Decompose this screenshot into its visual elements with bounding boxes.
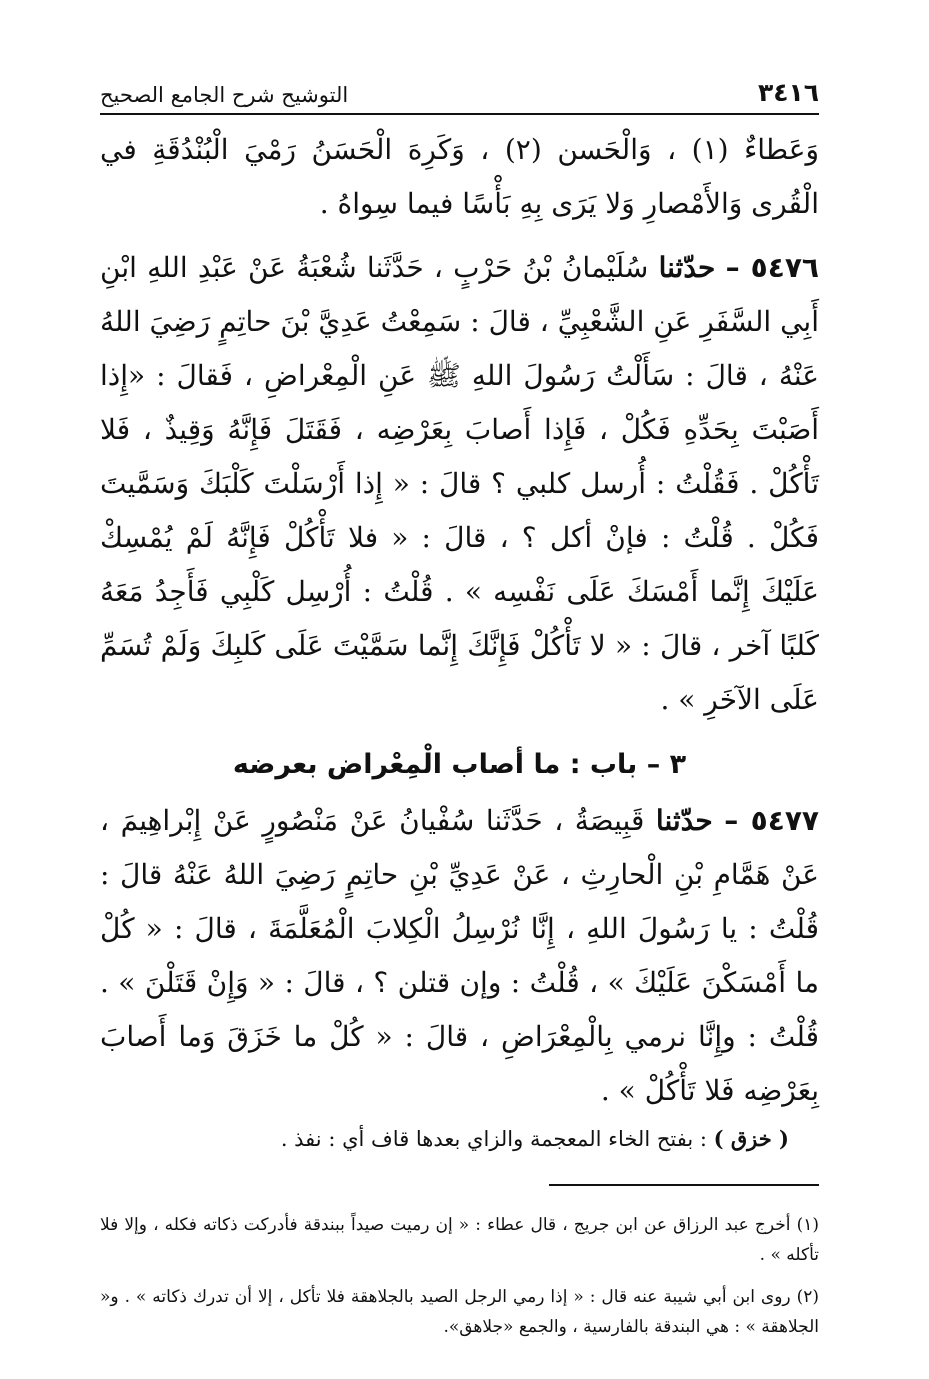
- gloss-note: [100, 1122, 789, 1156]
- hadith-lead-word: حدّثنا: [655, 804, 713, 837]
- page-body: [100, 123, 819, 1342]
- footnote-2: (٢) روى ابن أبي شيبة عنه قال : « إذا رمي الرجل الصيد بالجلاهقة فلا تأكل ، إلا أن تدرك ذكاته » . و« الجلاهقة » : هي البندقة بالفارسية ، والجمع «جلاهق».: [100, 1287, 819, 1337]
- page-number: ٣٤١٦: [757, 78, 819, 107]
- hadith-lead-word: حدّثنا: [658, 251, 716, 284]
- footnote-divider: [549, 1184, 819, 1186]
- footnotes: [100, 1210, 819, 1342]
- gloss-term: ( خزق ): [713, 1126, 789, 1151]
- hadith-5477: [100, 794, 819, 1118]
- page-header: [100, 78, 819, 115]
- hadith-number: ٥٤٧٦ –: [725, 251, 820, 284]
- running-title: التوشيح شرح الجامع الصحيح: [100, 83, 349, 107]
- gloss-text: : بفتح الخاء المعجمة والزاي بعدها قاف أي : نفذ .: [280, 1127, 707, 1151]
- hadith-5476: [100, 241, 819, 727]
- hadith-text: سُلَيْمانُ بْنُ حَرْبٍ ، حَدَّثَنا شُعْبَةُ عَنْ عَبْدِ اللهِ ابْنِ أَبِي السَّفَرِ عَنِ الشَّعْبِيِّ ، قالَ : سَمِعْتُ عَدِيَّ بْنَ حاتِمٍ رَضِيَ اللهُ عَنْهُ ، قالَ : سَأَلْتُ رَسُولَ اللهِ ﷺ عَنِ الْمِعْراضِ ، فَقالَ : «إِذا أَصَبْتَ بِحَدِّهِ فَكُلْ ، فَإِذا أَصابَ بِعَرْضِه ، فَقَتَلَ فَإِنَّهُ وَقِيذٌ ، فَلا تَأْكُلْ . فَقُلْتُ : أُرسل كلبي ؟ قالَ : « إِذا أَرْسَلْتَ كَلْبَكَ وَسَمَّيتَ فَكُلْ . قُلْتُ : فإنْ أكل ؟ ، قالَ : « فلا تَأْكُلْ فَإِنَّهُ لَمْ يُمْسِكْ عَلَيْكَ إِنَّما أَمْسَكَ عَلَى نَفْسِه » . قُلْتُ : أُرْسِل كَلْبِي فَأَجِدُ مَعَهُ كَلبًا آخر ، قالَ : « لا تَأْكُلْ فَإِنَّكَ إِنَّما سَمَّيْتَ عَلَى كَلبِكَ وَلَمْ تُسَمِّ عَلَى الآخَرِ » .: [100, 251, 819, 716]
- intro-paragraph: وَعَطاءٌ (١) ، وَالْحَسن (٢) ، وَكَرِهَ الْحَسَنُ رَمْيَ الْبُنْدُقَةِ في الْقُرى وَالأَمْصارِ وَلا يَرَى بِهِ بَأْسًا فيما سِواهُ .: [100, 133, 819, 220]
- hadith-number: ٥٤٧٧ –: [724, 804, 819, 837]
- chapter-heading: ٣ – باب : ما أصاب الْمِعْراض بعرضه: [232, 749, 687, 780]
- hadith-text: قَبِيصَةُ ، حَدَّثَنا سُفْيانُ عَنْ مَنْصُورٍ عَنْ إِبْراهِيمَ ، عَنْ هَمَّامِ بْنِ الْحارِثِ ، عَنْ عَدِيِّ بْنِ حاتِمٍ رَضِيَ اللهُ عَنْهُ قالَ : قُلْتُ : يا رَسُولَ اللهِ ، إِنَّا نُرْسِلُ الْكِلابَ الْمُعَلَّمَةَ ، قالَ : « كُلْ ما أَمْسَكْنَ عَلَيْكَ » ، قُلْتُ : وإن قتلن ؟ ، قالَ : « وَإِنْ قَتَلْنَ » . قُلْتُ : وإِنَّا نرمي بِالْمِعْرَاضِ ، قالَ : « كُلْ ما خَزَقَ وَما أَصابَ بِعَرْضِه فَلا تَأْكُلْ » .: [100, 804, 819, 1107]
- footnote-1: (١) أخرج عبد الرزاق عن ابن جريج ، قال عطاء : « إن رميت صيداً ببندقة فأدركت ذكاته فكله ، وإلا فلا تأكله » .: [100, 1215, 819, 1265]
